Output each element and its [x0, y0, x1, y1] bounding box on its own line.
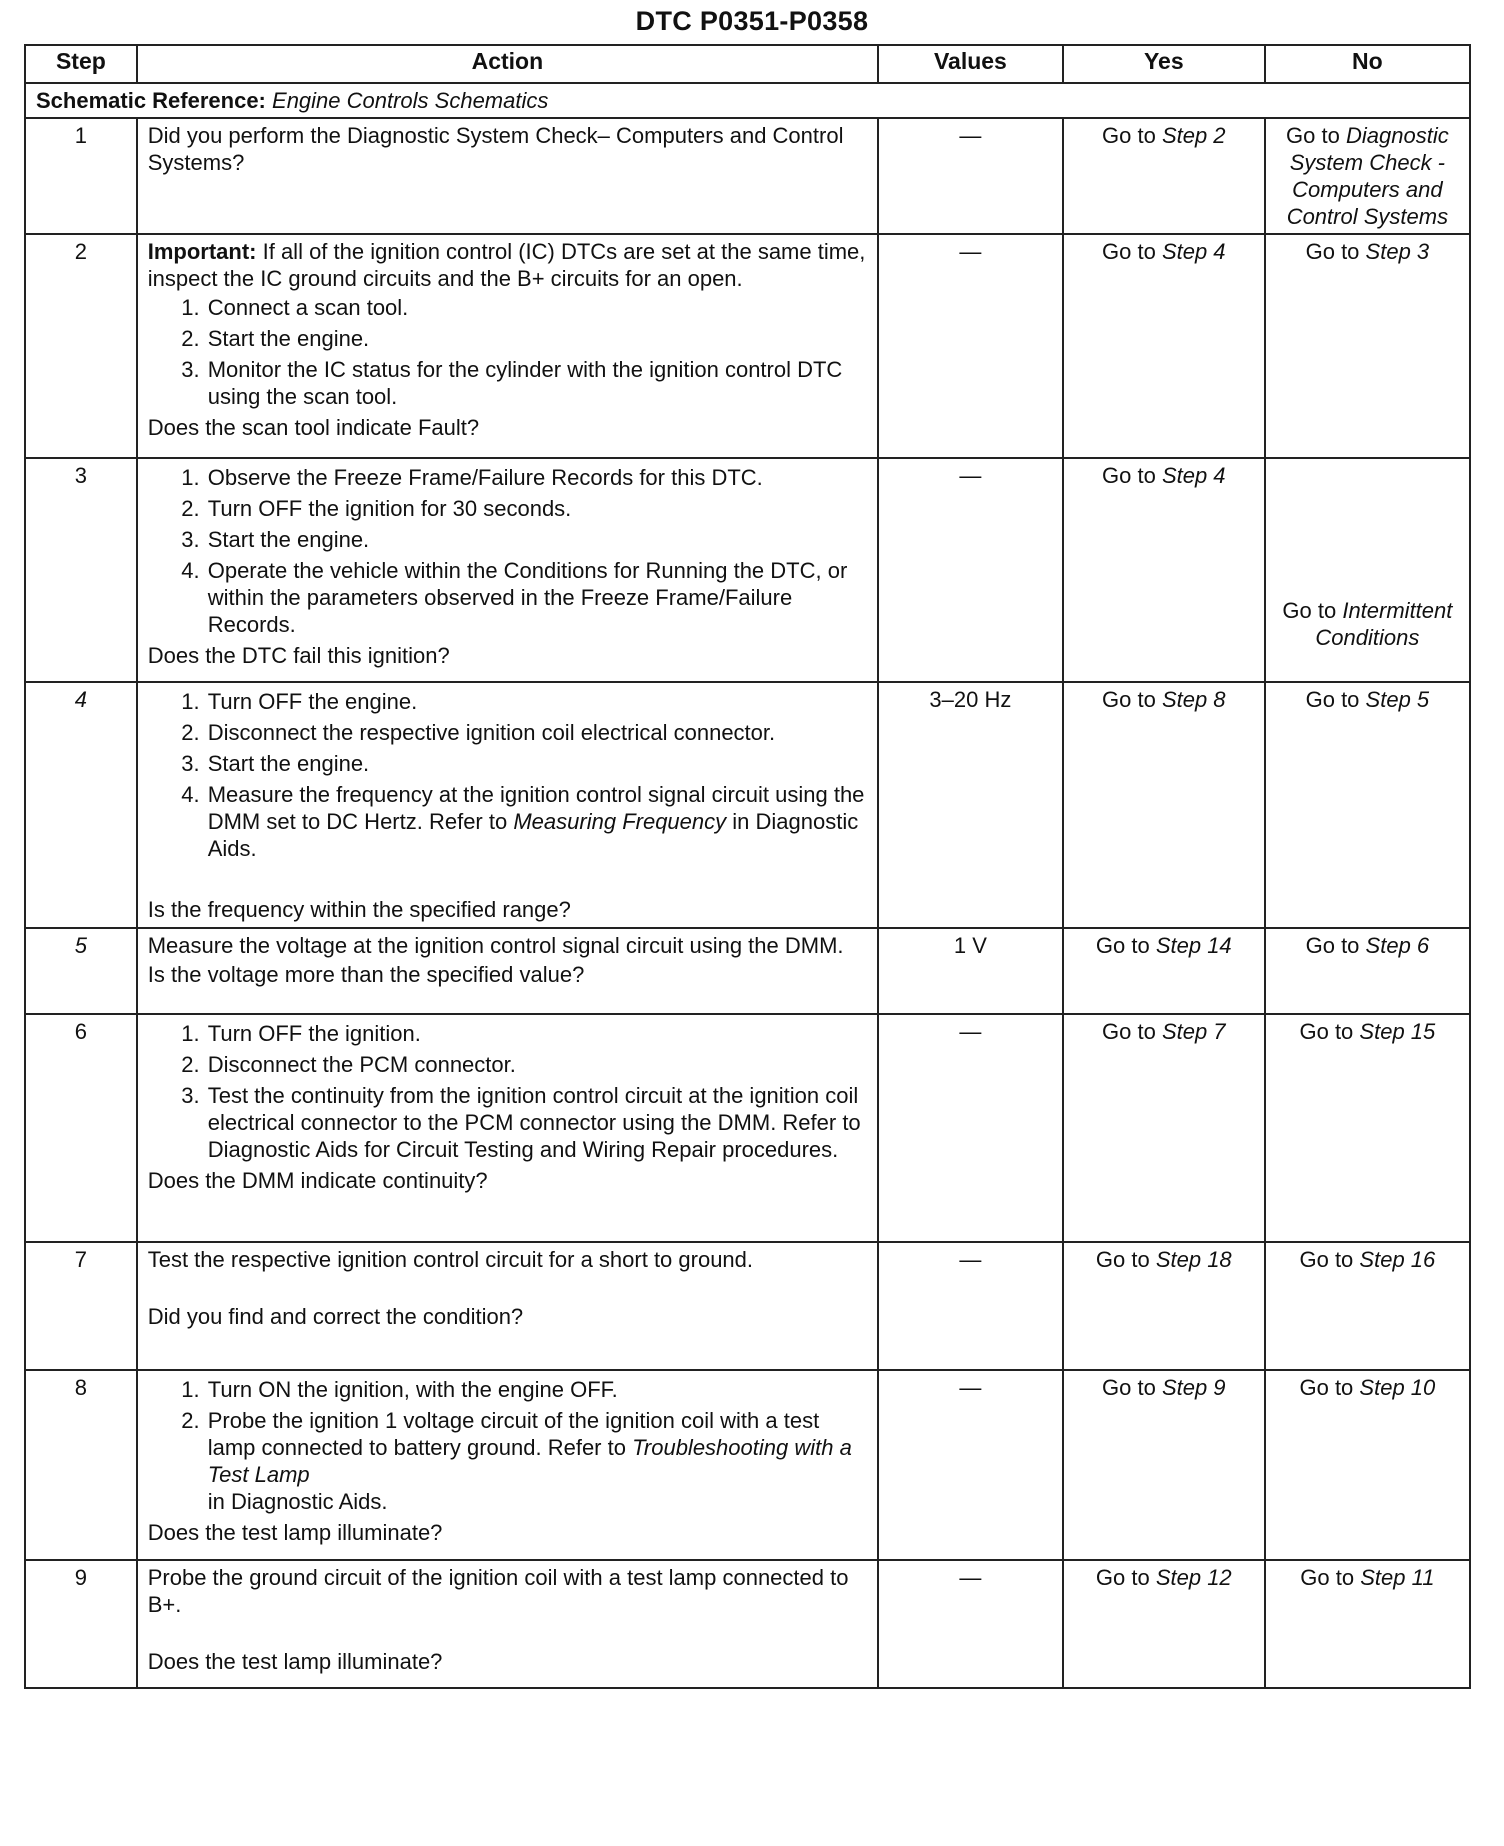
list-item: 2. Disconnect the PCM connector.	[206, 1051, 867, 1078]
no-cell	[1265, 682, 1470, 928]
action-cell	[137, 1242, 878, 1370]
question-text: Is the frequency within the specified range?	[147, 897, 571, 922]
reference-link[interactable]: Measuring Frequency	[513, 809, 727, 834]
schematic-link[interactable]: Engine Controls Schematics	[272, 88, 549, 113]
value-cell: —	[878, 118, 1063, 234]
yes-cell	[1063, 1560, 1265, 1688]
question-text: Does the DMM indicate continuity?	[147, 1168, 488, 1193]
no-link[interactable]: Step 16	[1359, 1247, 1436, 1272]
action-cell	[137, 118, 878, 234]
yes-prefix: Go to	[1102, 463, 1156, 488]
action-text: Measure the voltage at the ignition control signal circuit using the DMM.	[147, 933, 844, 958]
question-text: Does the scan tool indicate Fault?	[147, 415, 480, 440]
schematic-label: Schematic Reference:	[36, 88, 266, 113]
procedure-list	[148, 1020, 867, 1163]
no-link[interactable]: Step 11	[1360, 1565, 1435, 1590]
list-item: 3. Monitor the IC status for the cylinder with the ignition control DTC using the scan tool.	[206, 356, 867, 410]
value-cell: 3–20 Hz	[878, 682, 1063, 928]
no-prefix: Go to	[1299, 1019, 1354, 1044]
yes-link[interactable]: Step 9	[1161, 1375, 1226, 1400]
yes-prefix: Go to	[1102, 123, 1156, 148]
no-link[interactable]: Step 15	[1359, 1019, 1436, 1044]
value-cell: —	[878, 458, 1063, 682]
action-cell	[137, 1370, 878, 1560]
question-text: Does the DTC fail this ignition?	[147, 643, 450, 668]
no-prefix: Go to	[1286, 123, 1340, 148]
diagnostic-table	[24, 44, 1471, 1689]
no-cell	[1265, 458, 1470, 682]
step-number: 2	[25, 234, 137, 458]
no-prefix: Go to	[1305, 933, 1360, 958]
list-item: 1. Connect a scan tool.	[206, 294, 867, 321]
list-item: 2. Start the engine.	[206, 325, 867, 352]
header-action: Action	[137, 45, 878, 83]
yes-cell	[1063, 928, 1265, 1014]
step-number: 1	[25, 118, 137, 234]
step-number: 3	[25, 458, 137, 682]
yes-link[interactable]: Step 4	[1161, 239, 1226, 264]
yes-cell	[1063, 1242, 1265, 1370]
action-text: Test the respective ignition control circuit for a short to ground.	[147, 1247, 754, 1272]
yes-prefix: Go to	[1095, 1247, 1150, 1272]
list-item: 1. Turn OFF the engine.	[206, 688, 867, 715]
no-cell	[1265, 1560, 1470, 1688]
list-item: 2. Turn OFF the ignition for 30 seconds.	[206, 495, 867, 522]
list-item: 1. Turn ON the ignition, with the engine OFF.	[206, 1376, 867, 1403]
no-link[interactable]: Diagnostic System Check - Computers and Control Systems	[1286, 123, 1449, 229]
yes-link[interactable]: Step 2	[1161, 123, 1226, 148]
no-link[interactable]: Step 6	[1365, 933, 1430, 958]
no-cell	[1265, 118, 1470, 234]
table-row	[25, 928, 1470, 1014]
yes-prefix: Go to	[1095, 933, 1150, 958]
yes-prefix: Go to	[1102, 239, 1156, 264]
action-cell	[137, 458, 878, 682]
value-cell: —	[878, 1370, 1063, 1560]
yes-link[interactable]: Step 4	[1161, 463, 1226, 488]
yes-cell	[1063, 1370, 1265, 1560]
item-tail: in Diagnostic Aids.	[207, 1489, 388, 1514]
important-note	[148, 238, 867, 292]
item-text: Measure the frequency at the ignition control signal circuit using the DMM set to DC Hertz. Refer to	[207, 782, 865, 834]
value-cell: 1 V	[878, 928, 1063, 1014]
value-cell: —	[878, 1014, 1063, 1242]
table-row	[25, 118, 1470, 234]
procedure-list	[148, 688, 867, 862]
no-cell	[1265, 1242, 1470, 1370]
procedure-list	[148, 464, 867, 638]
no-link[interactable]: Intermittent Conditions	[1315, 598, 1453, 650]
list-item: 2. Disconnect the respective ignition coil electrical connector.	[206, 719, 867, 746]
procedure-list	[148, 1376, 867, 1515]
yes-cell	[1063, 458, 1265, 682]
list-item: 3. Start the engine.	[206, 526, 867, 553]
header-no: No	[1265, 45, 1470, 83]
no-prefix: Go to	[1299, 1375, 1354, 1400]
list-item	[206, 781, 867, 862]
yes-link[interactable]: Step 14	[1155, 933, 1232, 958]
action-cell	[137, 1014, 878, 1242]
no-link[interactable]: Step 3	[1365, 239, 1430, 264]
no-prefix: Go to	[1299, 1247, 1354, 1272]
step-number: 7	[25, 1242, 137, 1370]
action-cell	[137, 1560, 878, 1688]
yes-prefix: Go to	[1095, 1565, 1150, 1590]
schematic-reference	[25, 83, 1470, 118]
no-link[interactable]: Step 10	[1359, 1375, 1436, 1400]
no-cell	[1265, 1370, 1470, 1560]
table-row	[25, 1560, 1470, 1688]
action-cell	[137, 682, 878, 928]
step-number: 8	[25, 1370, 137, 1560]
action-text: Probe the ground circuit of the ignition coil with a test lamp connected to B+.	[147, 1565, 849, 1617]
question-text: Did you find and correct the condition?	[147, 1304, 524, 1329]
step-number: 5	[25, 928, 137, 1014]
question-text: Does the test lamp illuminate?	[147, 1520, 443, 1545]
value-cell: —	[878, 234, 1063, 458]
item-text: Probe the ignition 1 voltage circuit of the ignition coil with a test lamp connected to battery ground. Refer to	[207, 1408, 820, 1460]
list-item: 3. Test the continuity from the ignition control circuit at the ignition coil electrical connector to the PCM connector using the DMM. Refer to Diagnostic Aids for Circuit Testing and Wiring Repair procedures.	[206, 1082, 867, 1163]
no-prefix: Go to	[1305, 687, 1360, 712]
step-number: 9	[25, 1560, 137, 1688]
yes-link[interactable]: Step 18	[1155, 1247, 1232, 1272]
no-prefix: Go to	[1305, 239, 1360, 264]
action-cell	[137, 234, 878, 458]
list-item	[206, 1407, 867, 1515]
list-item: 1. Observe the Freeze Frame/Failure Records for this DTC.	[206, 464, 867, 491]
yes-cell	[1063, 234, 1265, 458]
yes-prefix: Go to	[1102, 1019, 1156, 1044]
page-title: DTC P0351-P0358	[635, 6, 869, 36]
yes-link[interactable]: Step 8	[1161, 687, 1226, 712]
no-prefix: Go to	[1282, 598, 1337, 623]
procedure-list	[148, 294, 867, 410]
table-row	[25, 458, 1470, 682]
schematic-reference-row	[25, 83, 1470, 118]
table-row	[25, 682, 1470, 928]
no-prefix: Go to	[1300, 1565, 1355, 1590]
no-cell	[1265, 234, 1470, 458]
question-text: Is the voltage more than the specified value?	[147, 962, 585, 987]
list-item: 3. Start the engine.	[206, 750, 867, 777]
step-number: 6	[25, 1014, 137, 1242]
no-link[interactable]: Step 5	[1365, 687, 1430, 712]
important-label: Important:	[147, 239, 257, 264]
value-cell: —	[878, 1560, 1063, 1688]
value-cell: —	[878, 1242, 1063, 1370]
yes-cell	[1063, 118, 1265, 234]
yes-prefix: Go to	[1102, 687, 1156, 712]
header-step: Step	[25, 45, 137, 83]
table-row	[25, 1014, 1470, 1242]
action-cell	[137, 928, 878, 1014]
no-cell	[1265, 1014, 1470, 1242]
header-values: Values	[878, 45, 1063, 83]
yes-link[interactable]: Step 12	[1155, 1565, 1232, 1590]
table-row	[25, 1242, 1470, 1370]
list-item: 4. Operate the vehicle within the Conditions for Running the DTC, or within the parameters observed in the Freeze Frame/Failure Records.	[206, 557, 867, 638]
yes-cell	[1063, 1014, 1265, 1242]
yes-cell	[1063, 682, 1265, 928]
yes-prefix: Go to	[1102, 1375, 1156, 1400]
important-text: If all of the ignition control (IC) DTCs are set at the same time, inspect the IC ground circuits and the B+ circuits for an open.	[147, 239, 866, 291]
header-row	[25, 45, 1470, 83]
no-cell	[1265, 928, 1470, 1014]
question-text: Does the test lamp illuminate?	[147, 1649, 443, 1674]
item-tail: in Diagnostic Aids.	[207, 809, 859, 861]
table-row	[25, 1370, 1470, 1560]
action-text: Did you perform the Diagnostic System Check– Computers and Control Systems?	[147, 123, 844, 175]
yes-link[interactable]: Step 7	[1161, 1019, 1226, 1044]
step-number: 4	[25, 682, 137, 928]
table-row	[25, 234, 1470, 458]
list-item: 1. Turn OFF the ignition.	[206, 1020, 867, 1047]
header-yes: Yes	[1063, 45, 1265, 83]
reference-link[interactable]: Troubleshooting with a Test Lamp	[207, 1435, 852, 1487]
